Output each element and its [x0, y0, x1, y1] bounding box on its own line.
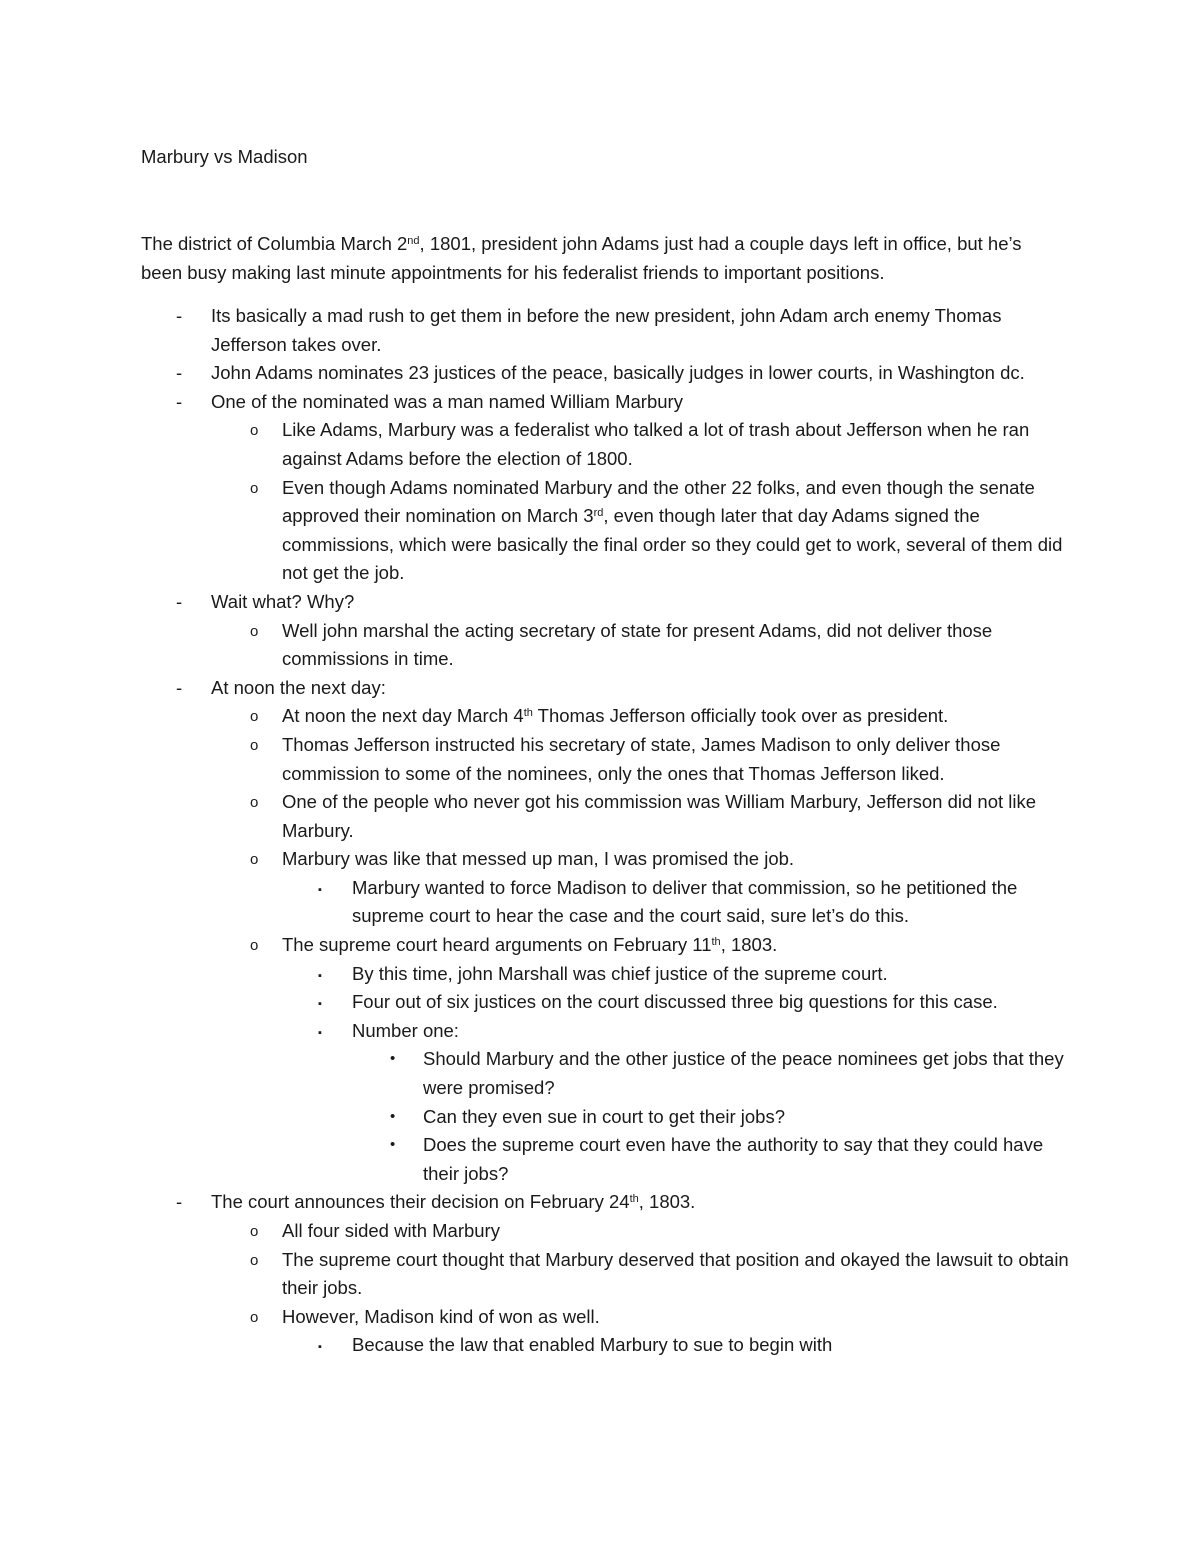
list-item: [0, 1246, 1200, 1303]
round-bullet-icon: •: [390, 1107, 396, 1125]
list-item-text-start: The court announces their decision on February 24: [211, 1191, 630, 1213]
list-item-text: Marbury wanted to force Madison to deliver that commission, so he petitioned the supreme court to hear the case and the court said, sure let’s do this.: [352, 876, 1018, 927]
notes-outline: [0, 302, 1200, 1360]
list-item-text-end: , 1803.: [638, 1191, 696, 1213]
circle-marker: o: [250, 622, 259, 640]
list-item: [0, 416, 1200, 473]
list-item-text: Wait what? Why?: [211, 590, 355, 612]
list-item: [0, 388, 1200, 417]
list-item: [0, 1331, 1200, 1360]
list-item: [0, 359, 1200, 388]
circle-marker: o: [250, 937, 259, 955]
list-item: [0, 788, 1200, 845]
list-item-text: Four out of six justices on the court discussed three big questions for this case.: [352, 991, 998, 1013]
list-item: [0, 1131, 1200, 1188]
ordinal-superscript: th: [629, 1193, 639, 1206]
dash-marker: -: [176, 305, 183, 326]
list-item-text: Should Marbury and the other justice of the peace nominees get jobs that they were promised?: [423, 1048, 1064, 1099]
round-bullet-icon: •: [390, 1136, 396, 1154]
document-title: Marbury vs Madison: [141, 146, 308, 167]
circle-marker: o: [250, 708, 259, 726]
intro-superscript: nd: [407, 235, 420, 247]
list-item-text: Number one:: [352, 1019, 459, 1041]
list-item-text: Can they even sue in court to get their jobs?: [423, 1105, 785, 1127]
square-bullet-icon: ▪: [318, 998, 322, 1011]
circle-marker: o: [250, 736, 259, 754]
list-item-text: One of the nominated was a man named William Marbury: [211, 390, 683, 412]
intro-paragraph: [141, 229, 1061, 287]
circle-marker: o: [250, 422, 259, 440]
circle-marker: o: [250, 1251, 259, 1269]
dash-marker: -: [176, 676, 183, 698]
list-item-text-start: The supreme court heard arguments on February 11: [282, 934, 712, 956]
list-item: [0, 731, 1200, 788]
ordinal-superscript: rd: [593, 507, 604, 520]
round-bullet-icon: •: [390, 1050, 396, 1068]
square-bullet-icon: ▪: [318, 1341, 322, 1354]
circle-marker: o: [250, 479, 259, 497]
list-item: [0, 1303, 1200, 1332]
list-item: [0, 988, 1200, 1017]
circle-marker: o: [250, 794, 259, 812]
list-item-text: The supreme court thought that Marbury deserved that position and okayed the lawsuit to obtain their jobs.: [282, 1248, 1069, 1299]
list-item-text: One of the people who never got his commission was William Marbury, Jefferson did not like Marbury.: [282, 791, 1037, 841]
list-item: [0, 474, 1200, 588]
dash-marker: -: [176, 362, 183, 384]
list-item: [0, 617, 1200, 674]
list-item-text: Its basically a mad rush to get them in before the new president, john Adam arch enemy Thomas Jefferson takes over.: [211, 305, 1002, 355]
square-bullet-icon: ▪: [318, 969, 322, 982]
list-item-text: [282, 702, 1072, 731]
dash-marker: -: [176, 590, 183, 612]
list-item-text-end: , even though later that day Adams signed the commissions, which were basically the final order so they could get to work, several of them did not get the job.: [282, 505, 1063, 584]
list-item-text-start: At noon the next day March 4: [282, 705, 524, 727]
intro-text-end: , 1801, president john Adams just had a couple days left in office, but he’s been busy making last minute appointments for his federalist friends to important positions.: [141, 233, 1022, 283]
list-item-text: Because the law that enabled Marbury to sue to begin with: [352, 1334, 833, 1356]
circle-marker: o: [250, 851, 259, 869]
list-item-text: All four sided with Marbury: [282, 1220, 500, 1241]
ordinal-superscript: th: [711, 936, 721, 949]
list-item-text: Thomas Jefferson instructed his secretary of state, James Madison to only deliver those commission to some of the nominees, only the ones that Thomas Jefferson liked.: [282, 733, 1001, 784]
list-item: [0, 1103, 1200, 1132]
list-item-text: Marbury was like that messed up man, I was promised the job.: [282, 848, 795, 870]
list-item-text: [282, 474, 1072, 588]
square-bullet-icon: ▪: [318, 883, 322, 896]
list-item-text: Well john marshal the acting secretary of state for present Adams, did not deliver those commissions in time.: [282, 619, 993, 670]
list-item: [0, 960, 1200, 989]
list-item-text: By this time, john Marshall was chief justice of the supreme court.: [352, 962, 888, 984]
circle-marker: o: [250, 1223, 259, 1240]
list-item-text: [211, 1188, 1071, 1217]
list-item: [0, 845, 1200, 874]
list-item: [0, 1017, 1200, 1046]
list-item-text: John Adams nominates 23 justices of the peace, basically judges in lower courts, in Washington dc.: [211, 362, 1025, 384]
list-item: [0, 588, 1200, 617]
list-item-text-end: Thomas Jefferson officially took over as president.: [532, 705, 949, 727]
dash-marker: -: [176, 1191, 183, 1213]
list-item-text: Like Adams, Marbury was a federalist who talked a lot of trash about Jefferson when he ran against Adams before the election of 1800.: [282, 419, 1030, 469]
list-item: [0, 1217, 1200, 1246]
list-item: [0, 931, 1200, 960]
circle-marker: o: [250, 1308, 259, 1326]
list-item-text: [282, 931, 1072, 960]
list-item: [0, 702, 1200, 731]
list-item: [0, 1045, 1200, 1102]
list-item-text: However, Madison kind of won as well.: [282, 1305, 600, 1327]
list-item-text: Does the supreme court even have the authority to say that they could have their jobs?: [423, 1134, 1044, 1184]
ordinal-superscript: th: [523, 707, 533, 720]
list-item-text: At noon the next day:: [211, 676, 386, 698]
intro-text-start: The district of Columbia March 2: [141, 233, 408, 254]
dash-marker: -: [176, 390, 183, 412]
list-item: [0, 1188, 1200, 1217]
list-item-text-start: Even though Adams nominated Marbury and the other 22 folks, and even though the senate approved their nomination on March 3: [282, 476, 1035, 527]
list-item-text-end: , 1803.: [720, 934, 778, 956]
list-item: [0, 302, 1200, 359]
list-item: [0, 874, 1200, 931]
list-item: [0, 674, 1200, 703]
square-bullet-icon: ▪: [318, 1026, 322, 1039]
